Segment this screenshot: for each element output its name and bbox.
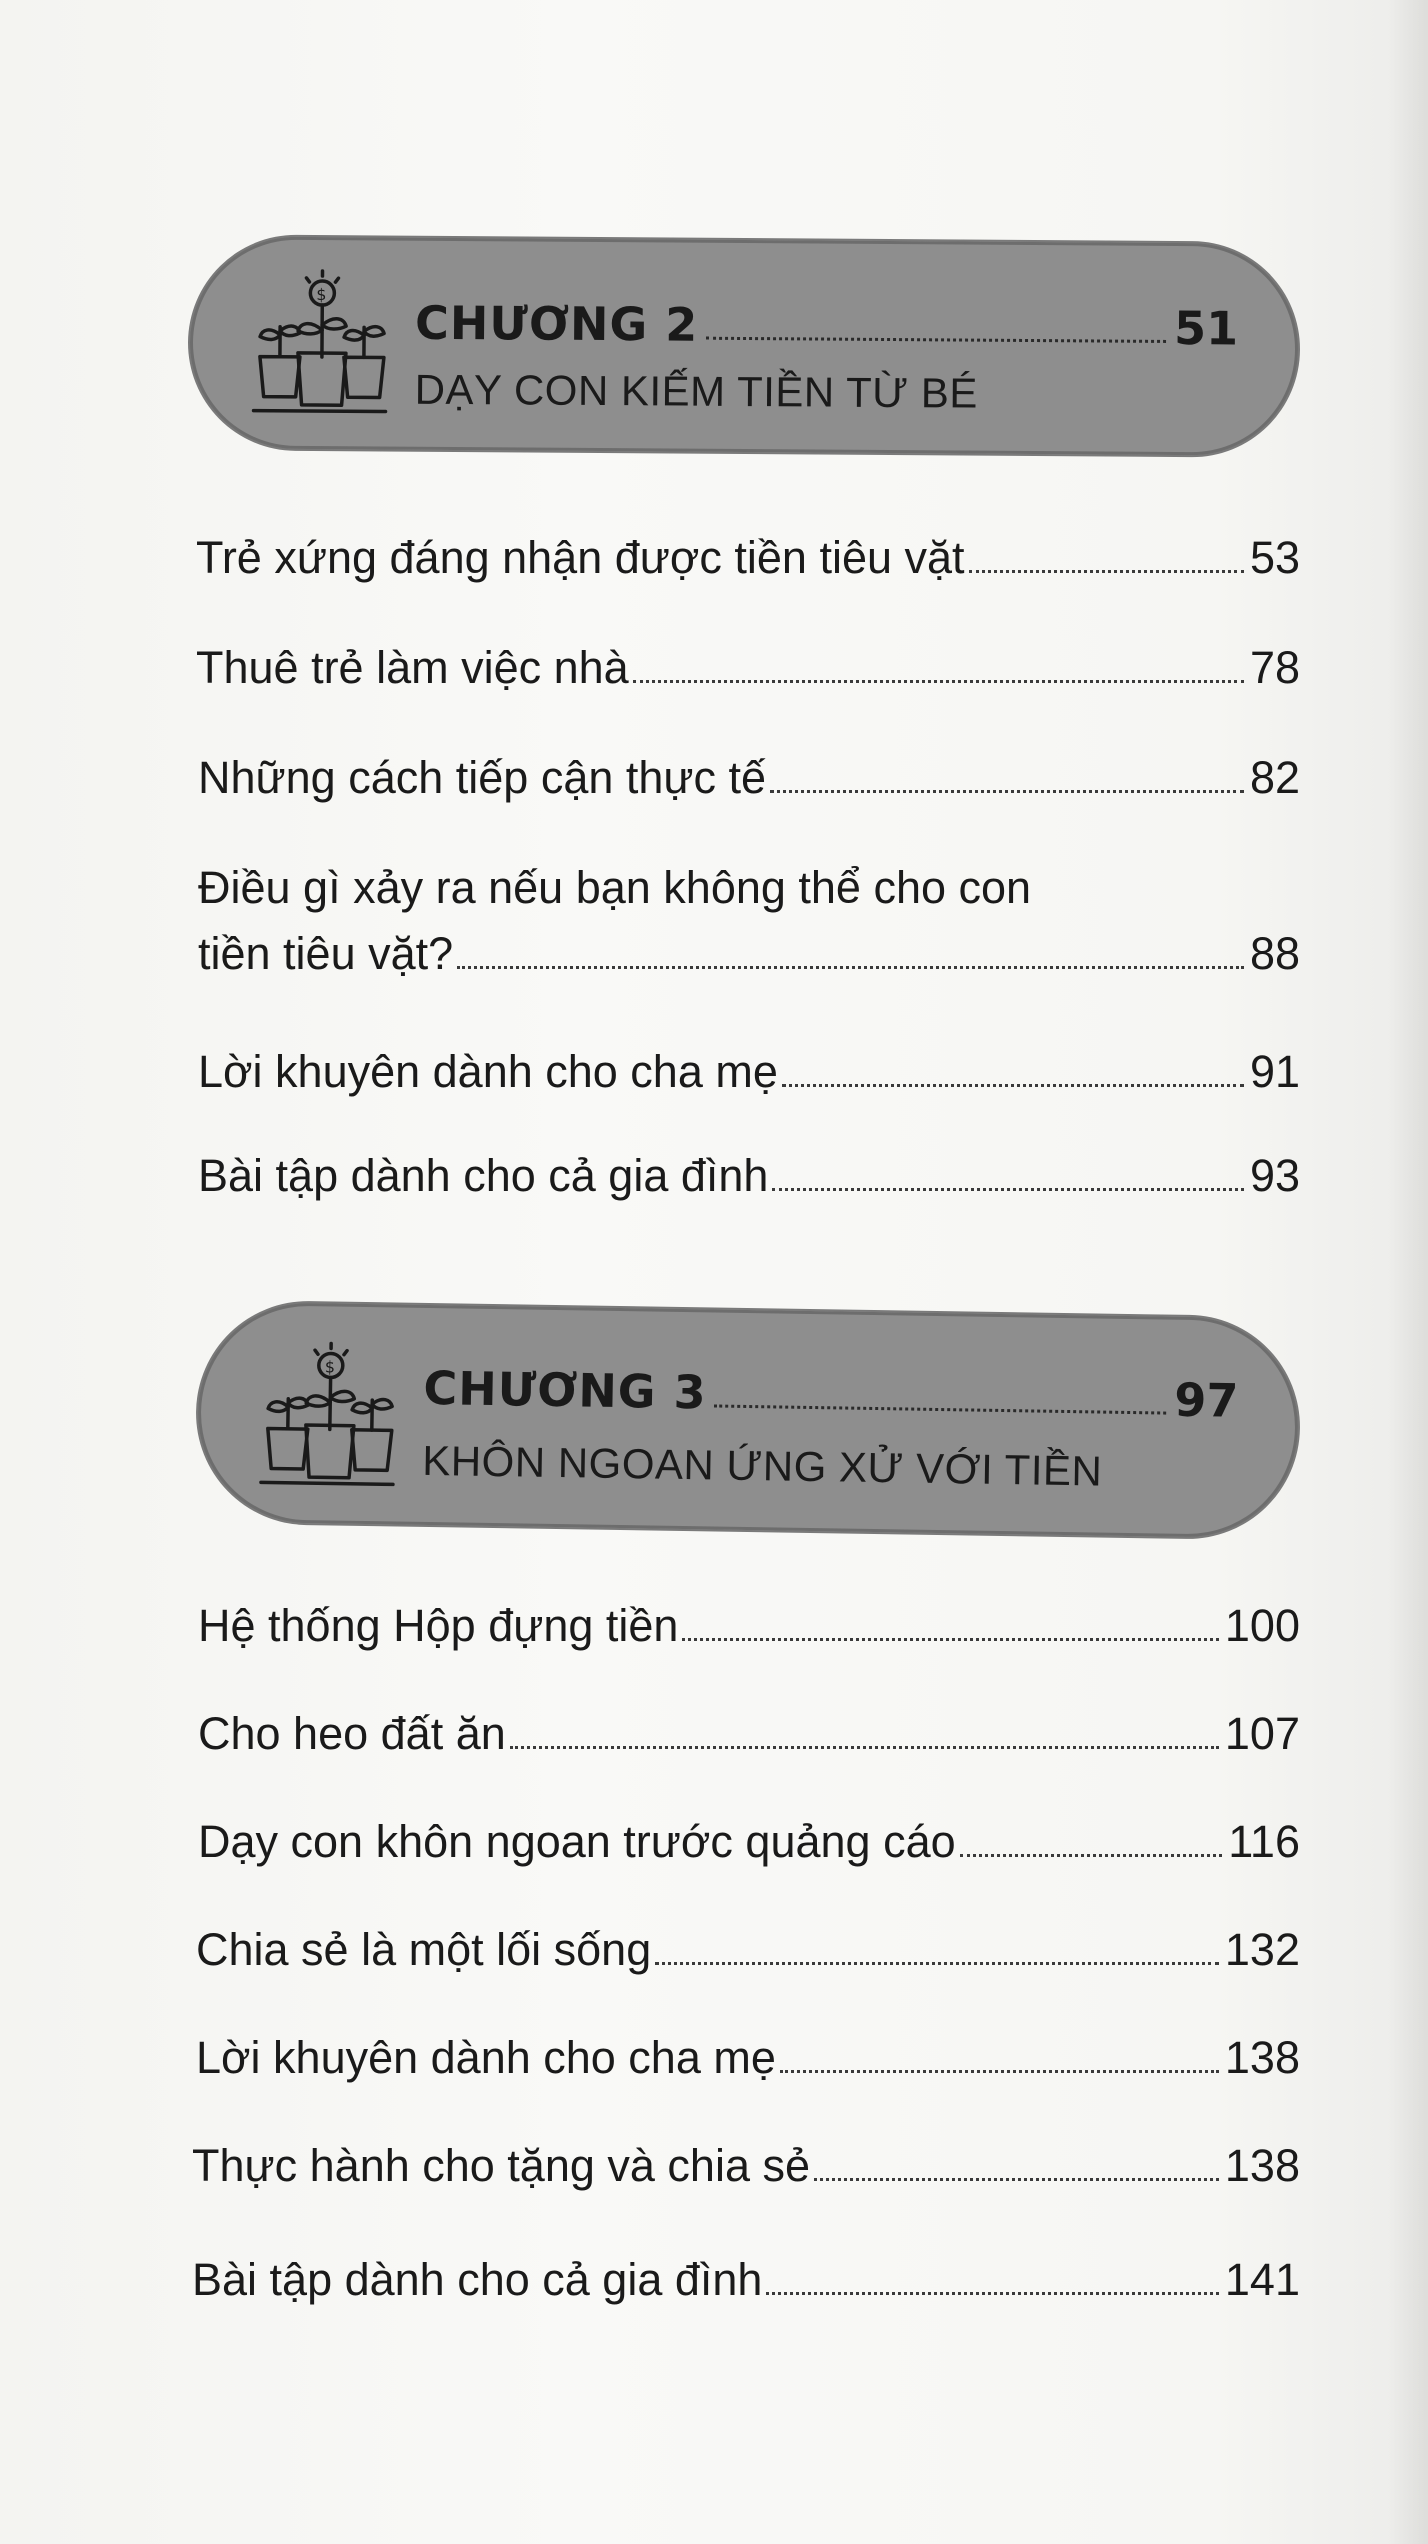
leader-dots (714, 1404, 1166, 1414)
toc-entry-page: 82 (1249, 752, 1300, 803)
money-plant-icon (257, 1336, 399, 1488)
toc-entry-page: 138 (1224, 2032, 1300, 2083)
toc-entry-title: Thuê trẻ làm việc nhà (196, 642, 629, 693)
toc-entry (198, 1150, 1300, 1202)
leader-dots (766, 2292, 1218, 2295)
toc-entry-title-line-2: tiền tiêu vặt? (198, 928, 454, 979)
toc-entry-title: Những cách tiếp cận thực tế (198, 752, 767, 803)
toc-entry-page: 88 (1249, 928, 1300, 979)
toc-entry (198, 1708, 1300, 1760)
leader-dots (814, 2178, 1219, 2181)
toc-entry (198, 1816, 1300, 1868)
leader-dots (772, 1188, 1244, 1191)
toc-entry (192, 2254, 1300, 2306)
leader-dots (510, 1746, 1219, 1749)
toc-entry (196, 1924, 1300, 1976)
leader-dots (655, 1962, 1219, 1965)
page-edge-shadow (1388, 0, 1428, 2544)
toc-entry (196, 532, 1300, 584)
leader-dots (633, 680, 1244, 683)
chapter-subtitle: DẠY CON KIẾM TIỀN TỪ BÉ (414, 365, 979, 417)
chapter-2-banner (189, 236, 1298, 456)
chapter-heading-line (415, 280, 1238, 356)
toc-entry-title: Lời khuyên dành cho cha mẹ (196, 2032, 776, 2083)
toc-entry-title: Cho heo đất ăn (198, 1708, 506, 1759)
leader-dots (960, 1854, 1223, 1857)
toc-entry (198, 1046, 1300, 1098)
toc-entry-title: Bài tập dành cho cả gia đình (192, 2254, 763, 2305)
toc-entry-page: 93 (1249, 1150, 1300, 1201)
toc-entry (198, 752, 1300, 804)
toc-entry-title: Dạy con khôn ngoan trước quảng cáo (198, 1816, 956, 1867)
leader-dots (780, 2070, 1219, 2073)
chapter-3-banner (196, 1301, 1299, 1538)
leader-dots (682, 1638, 1218, 1641)
toc-entry-title-line-1: Điều gì xảy ra nếu bạn không thể cho con (198, 862, 1032, 913)
svg-text:$: $ (324, 1357, 336, 1377)
money-plant-icon (250, 265, 391, 416)
toc-entry-title: Chia sẻ là một lối sống (196, 1924, 652, 1975)
svg-text:$: $ (316, 285, 327, 305)
toc-entry-title: Hệ thống Hộp đựng tiền (198, 1600, 679, 1651)
toc-entry (196, 642, 1300, 694)
leader-dots (770, 790, 1244, 793)
toc-entry-title: Thực hành cho tặng và chia sẻ (192, 2140, 811, 2191)
toc-entry (192, 2140, 1300, 2192)
chapter-page-number: 51 (1173, 301, 1239, 356)
chapter-title: CHƯƠNG 2 (414, 295, 699, 352)
toc-entry-page: 107 (1224, 1708, 1300, 1759)
toc-entry-title: Trẻ xứng đáng nhận được tiền tiêu vặt (196, 532, 965, 583)
leader-dots (782, 1084, 1244, 1087)
chapter-heading-line (423, 1345, 1239, 1428)
toc-entry-page: 53 (1249, 532, 1300, 583)
toc-entry-page: 141 (1224, 2254, 1300, 2305)
toc-entry-page: 78 (1249, 642, 1300, 693)
toc-entry-page: 91 (1249, 1046, 1300, 1097)
toc-entry (198, 862, 1300, 980)
toc-entry-page: 100 (1224, 1600, 1300, 1651)
chapter-title: CHƯƠNG 3 (423, 1360, 708, 1420)
leader-dots (457, 966, 1244, 969)
leader-dots (969, 570, 1244, 573)
toc-entry-page: 138 (1224, 2140, 1300, 2191)
toc-entry (198, 1600, 1300, 1652)
chapter-page-number: 97 (1173, 1372, 1239, 1428)
chapter-subtitle: KHÔN NGOAN ỨNG XỬ VỚI TIỀN (421, 1436, 1103, 1495)
toc-entry-page: 132 (1224, 1924, 1300, 1975)
toc-entry-page: 116 (1228, 1816, 1300, 1867)
leader-dots (706, 337, 1166, 343)
toc-entry-title: Lời khuyên dành cho cha mẹ (198, 1046, 778, 1097)
toc-entry-title: Bài tập dành cho cả gia đình (198, 1150, 769, 1201)
toc-entry (196, 2032, 1300, 2084)
